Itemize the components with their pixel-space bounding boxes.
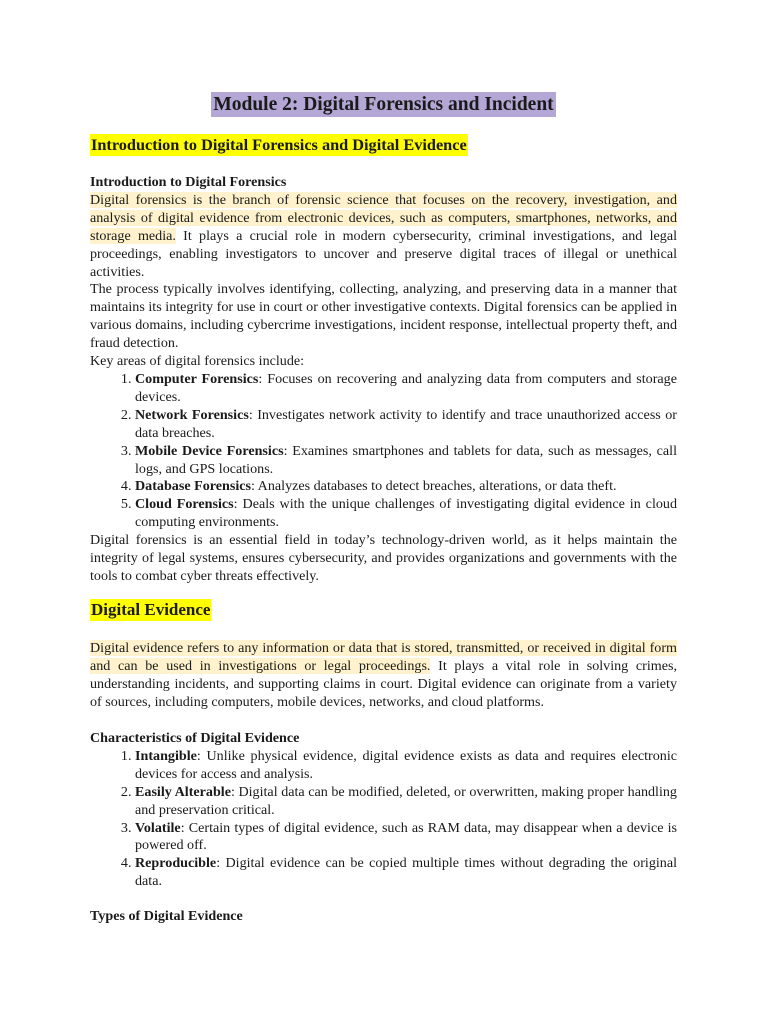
list-item-term: Reproducible	[135, 855, 217, 872]
list-item	[135, 855, 677, 891]
paragraph-evidence-1	[90, 640, 677, 712]
list-item-desc: : Analyzes databases to detect breaches, alterations, or data theft.	[251, 478, 617, 495]
subheading-intro: Introduction to Digital Forensics	[90, 174, 287, 190]
section-types	[90, 908, 677, 926]
characteristics-list	[90, 748, 677, 891]
list-item	[135, 443, 677, 479]
section-heading-intro	[90, 134, 468, 156]
list-item	[135, 748, 677, 784]
paragraph-intro-1-rest: It plays a crucial role in modern cybersecurity, criminal investigations, and legal proceedings, enabling investigators to uncover and preserve digital traces of illegal or unethical activities.	[90, 227, 677, 280]
section-evidence-body	[90, 640, 677, 712]
list-item-desc: : Digital data can be modified, deleted, or overwritten, making proper handling and preservation critical.	[135, 783, 677, 818]
section-characteristics	[90, 730, 677, 891]
list-item-desc: : Focuses on recovering and analyzing data from computers and storage devices.	[135, 370, 677, 405]
subheading-characteristics: Characteristics of Digital Evidence	[90, 730, 300, 746]
title-wrapper	[90, 92, 677, 117]
section-intro-body	[90, 174, 677, 586]
list-item	[135, 784, 677, 820]
list-item-term: Computer Forensics	[135, 370, 259, 387]
list-item-desc: : Certain types of digital evidence, such as RAM data, may disappear when a device is powered off.	[135, 819, 677, 854]
paragraph-intro-3: Key areas of digital forensics include:	[90, 353, 305, 370]
list-item-term: Network Forensics	[135, 406, 249, 423]
subheading-types: Types of Digital Evidence	[90, 908, 243, 924]
paragraph-intro-4: Digital forensics is an essential field in today’s technology-driven world, as it helps maintain the integrity of legal systems, ensures cybersecurity, and provides organizations and governments with the tools to combat cyber threats effectively.	[90, 532, 677, 584]
paragraph-intro-2: The process typically involves identifying, collecting, analyzing, and preserving data in a manner that maintains its integrity for use in court or other investigative contexts. Digital forensics can be applied in various domains, including cybercrime investigations, incident response, intellectual property theft, and fraud detection.	[90, 281, 677, 352]
list-item-desc: : Investigates network activity to identify and trace unauthorized access or data breaches.	[135, 406, 677, 441]
highlighted-definition: Digital evidence refers to any information or data that is stored, transmitted, or received in digital form and can be used in investigations or legal proceedings.	[90, 640, 677, 674]
list-item-term: Volatile	[135, 819, 181, 836]
list-item	[135, 478, 677, 496]
list-item-term: Intangible	[135, 747, 197, 764]
section-heading-evidence	[90, 599, 211, 621]
list-item-term: Easily Alterable	[135, 783, 231, 800]
list-item-desc: : Unlike physical evidence, digital evidence exists as data and requires electronic devices for access and analysis.	[135, 747, 677, 782]
highlighted-definition: Digital forensics is the branch of forensic science that focuses on the recovery, investigation, and analysis of digital evidence from electronic devices, such as computers, smartphones, networks, and storage media.	[90, 191, 677, 244]
list-item-desc: : Deals with the unique challenges of investigating digital evidence in cloud computing environments.	[135, 496, 677, 531]
list-item	[135, 496, 677, 532]
list-item	[135, 371, 677, 407]
list-item-term: Database Forensics	[135, 478, 252, 495]
paragraph-evidence-1-rest: It plays a vital role in solving crimes, understanding incidents, and supporting claims in court. Digital evidence can originate from a variety of sources, including computers, mobile devices, networks, and cloud platforms.	[90, 657, 677, 710]
list-item	[135, 820, 677, 856]
list-item-desc: : Digital evidence can be copied multiple times without degrading the original data.	[135, 855, 677, 890]
section-heading-evidence-text: Digital Evidence	[91, 600, 211, 619]
page-title: Module 2: Digital Forensics and Incident	[213, 94, 554, 115]
list-item-term: Mobile Device Forensics	[135, 442, 284, 459]
list-item-term: Cloud Forensics	[135, 496, 234, 513]
list-item	[135, 407, 677, 443]
key-areas-list	[90, 371, 677, 532]
list-item-desc: : Examines smartphones and tablets for data, such as messages, call logs, and GPS locations.	[135, 442, 677, 477]
section-heading-intro-text: Introduction to Digital Forensics and Digital Evidence	[91, 135, 467, 154]
paragraph-intro-1	[90, 192, 677, 282]
